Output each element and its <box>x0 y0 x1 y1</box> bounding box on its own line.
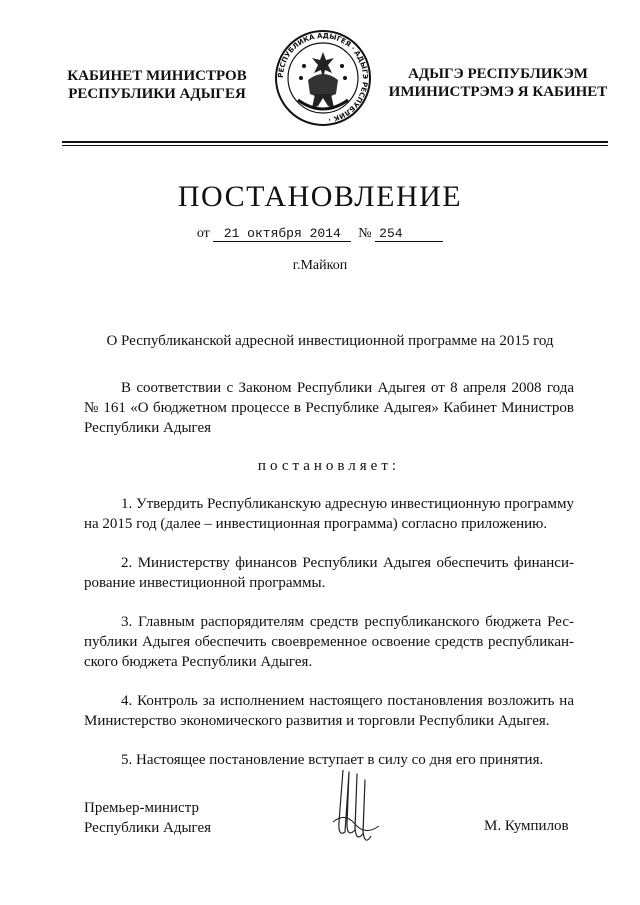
decree-item: 3. Главным распорядителям средств республиканского бюджета Республики Адыгея обеспечить своевременное освоение средств республиканского бюджета Республики Адыгея. <box>84 614 574 670</box>
header-divider-thick <box>62 141 608 143</box>
coat-of-arms-icon <box>268 28 378 128</box>
signatory-position <box>84 798 211 838</box>
signatory-name: М. Кумпилов <box>484 818 569 834</box>
document-title: ПОСТАНОВЛЕНИЕ <box>177 180 463 213</box>
header-left-line1: КАБИНЕТ МИНИСТРОВ <box>67 68 247 84</box>
header-right-line2: ИМИНИСТРЭМЭ Я КАБИНЕТ <box>388 84 608 100</box>
document-date: 21 октября 2014 <box>213 226 351 242</box>
document-subject: О Республиканской адресной инвестиционной программе на 2015 год <box>106 333 554 349</box>
header-left-line2: РЕСПУБЛИКИ АДЫГЕЯ <box>68 86 246 102</box>
decree-item: 4. Контроль за исполнением настоящего постановления возложить на Министерство экономического развития и торговли Республики Адыгея. <box>84 693 574 729</box>
header-divider-thin <box>62 145 608 146</box>
header-left <box>62 67 252 103</box>
svg-text:РЕСПУБЛИКА АДЫГЕЯ · АДЫГЭ РЕСП: РЕСПУБЛИКА АДЫГЕЯ · АДЫГЭ РЕСПУБЛИК · <box>276 31 370 124</box>
signatory-position-line2: Республики Адыгея <box>84 820 212 836</box>
number-prefix: № <box>358 226 372 241</box>
decree-item: 1. Утвердить Республиканскую адресную инвестиционную программу на 2015 год (далее – инвестиционная программа) согласно приложению. <box>84 496 574 532</box>
signatory-position-line1: Премьер-министр <box>84 800 199 816</box>
handwritten-signature <box>325 762 385 852</box>
preamble: В соответствии с Законом Республики Адыгея от 8 апреля 2008 года № 161 «О бюджетном процессе в Республике Адыгея» Кабинет Министров Республики Адыгея <box>84 380 574 436</box>
header-right-line1: АДЫГЭ РЕСПУБЛИКЭМ <box>408 66 588 82</box>
document-number: 254 <box>375 226 443 242</box>
decree-item: 2. Министерству финансов Республики Адыгея обеспечить финансирование инвестиционной программы. <box>84 555 574 591</box>
city: г.Майкоп <box>292 258 348 273</box>
date-number-line <box>0 226 640 242</box>
decree-item: 5. Настоящее постановление вступает в силу со дня его принятия. <box>121 752 544 768</box>
date-prefix: от <box>196 226 210 241</box>
header-right <box>388 65 608 101</box>
decree-word: постановляет: <box>257 458 401 474</box>
document-body <box>84 378 574 789</box>
